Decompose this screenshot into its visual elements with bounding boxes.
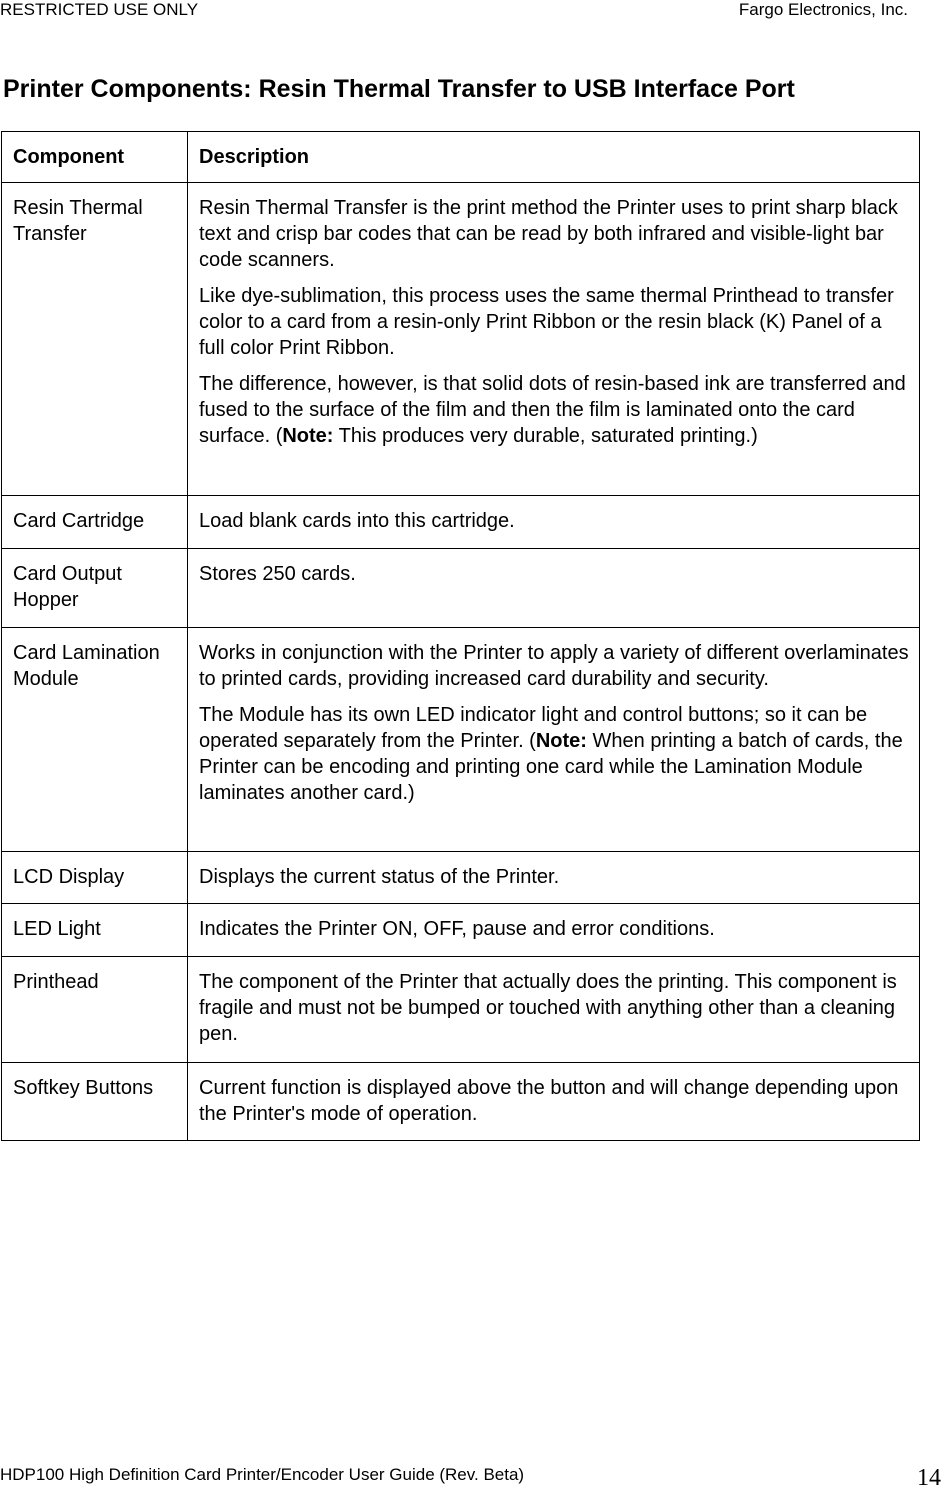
component-cell: Card Cartridge (2, 496, 188, 549)
column-header-description: Description (188, 132, 920, 183)
description-cell (188, 628, 920, 852)
component-cell: LED Light (2, 904, 188, 957)
component-cell: LCD Display (2, 852, 188, 904)
component-cell: Resin Thermal Transfer (2, 183, 188, 496)
header-restricted-label: RESTRICTED USE ONLY (0, 0, 199, 19)
description-cell: Indicates the Printer ON, OFF, pause and error conditions. (188, 904, 920, 957)
description-cell: Displays the current status of the Printer. (188, 852, 920, 904)
component-cell: Printhead (2, 957, 188, 1063)
description-cell: Current function is displayed above the button and will change depending upon the Printer's mode of operation. (188, 1063, 920, 1141)
footer-guide-title: HDP100 High Definition Card Printer/Encoder User Guide (Rev. Beta) (0, 1465, 525, 1484)
description-cell (188, 183, 920, 496)
description-text: This produces very durable, saturated printing.) (333, 425, 758, 447)
description-paragraph (199, 702, 909, 806)
description-paragraph: Works in conjunction with the Printer to apply a variety of different overlaminates to printed cards, providing increased card durability and security. (199, 642, 909, 690)
description-paragraph: Resin Thermal Transfer is the print method the Printer uses to print sharp black text and crisp bar codes that can be read by both infrared and visible-light bar code scanners. (199, 197, 898, 271)
description-text: The Module has its own LED indicator light and control buttons; so it can be operated separately from the Printer. ( (199, 704, 868, 752)
description-cell: Load blank cards into this cartridge. (188, 496, 920, 549)
table-header-row (2, 132, 920, 183)
header-company-name: Fargo Electronics, Inc. (738, 0, 908, 19)
note-label: Note: (282, 425, 334, 447)
description-text: The difference, however, is that solid dots of resin-based ink are transferred and fused to the surface of the film and then the film is laminated onto the card surface. ( (199, 373, 906, 447)
description-cell: The component of the Printer that actually does the printing. This component is fragile and must not be bumped or touched with anything other than a cleaning pen. (188, 957, 920, 1063)
table-row (2, 183, 920, 496)
table-row (2, 852, 920, 904)
note-label: Note: (535, 730, 587, 752)
description-text: When printing a batch of cards, the Printer can be encoding and printing one card while the Lamination Module laminates another card.) (199, 730, 903, 804)
components-table (1, 131, 920, 1141)
description-paragraph (199, 371, 909, 449)
description-cell: Stores 250 cards. (188, 549, 920, 628)
table-row (2, 957, 920, 1063)
component-cell: Card Lamination Module (2, 628, 188, 852)
table-row (2, 549, 920, 628)
page-number: 14 (917, 1465, 941, 1491)
component-cell: Softkey Buttons (2, 1063, 188, 1141)
table-row (2, 904, 920, 957)
column-header-component: Component (2, 132, 188, 183)
table-row (2, 496, 920, 549)
table-row (2, 628, 920, 852)
description-paragraph: Like dye-sublimation, this process uses the same thermal Printhead to transfer color to a card from a resin-only Print Ribbon or the resin black (K) Panel of a full color Print Ribbon. (199, 285, 894, 359)
table-row (2, 1063, 920, 1141)
page-title: Printer Components: Resin Thermal Transfer to USB Interface Port (3, 75, 795, 103)
component-cell: Card Output Hopper (2, 549, 188, 628)
